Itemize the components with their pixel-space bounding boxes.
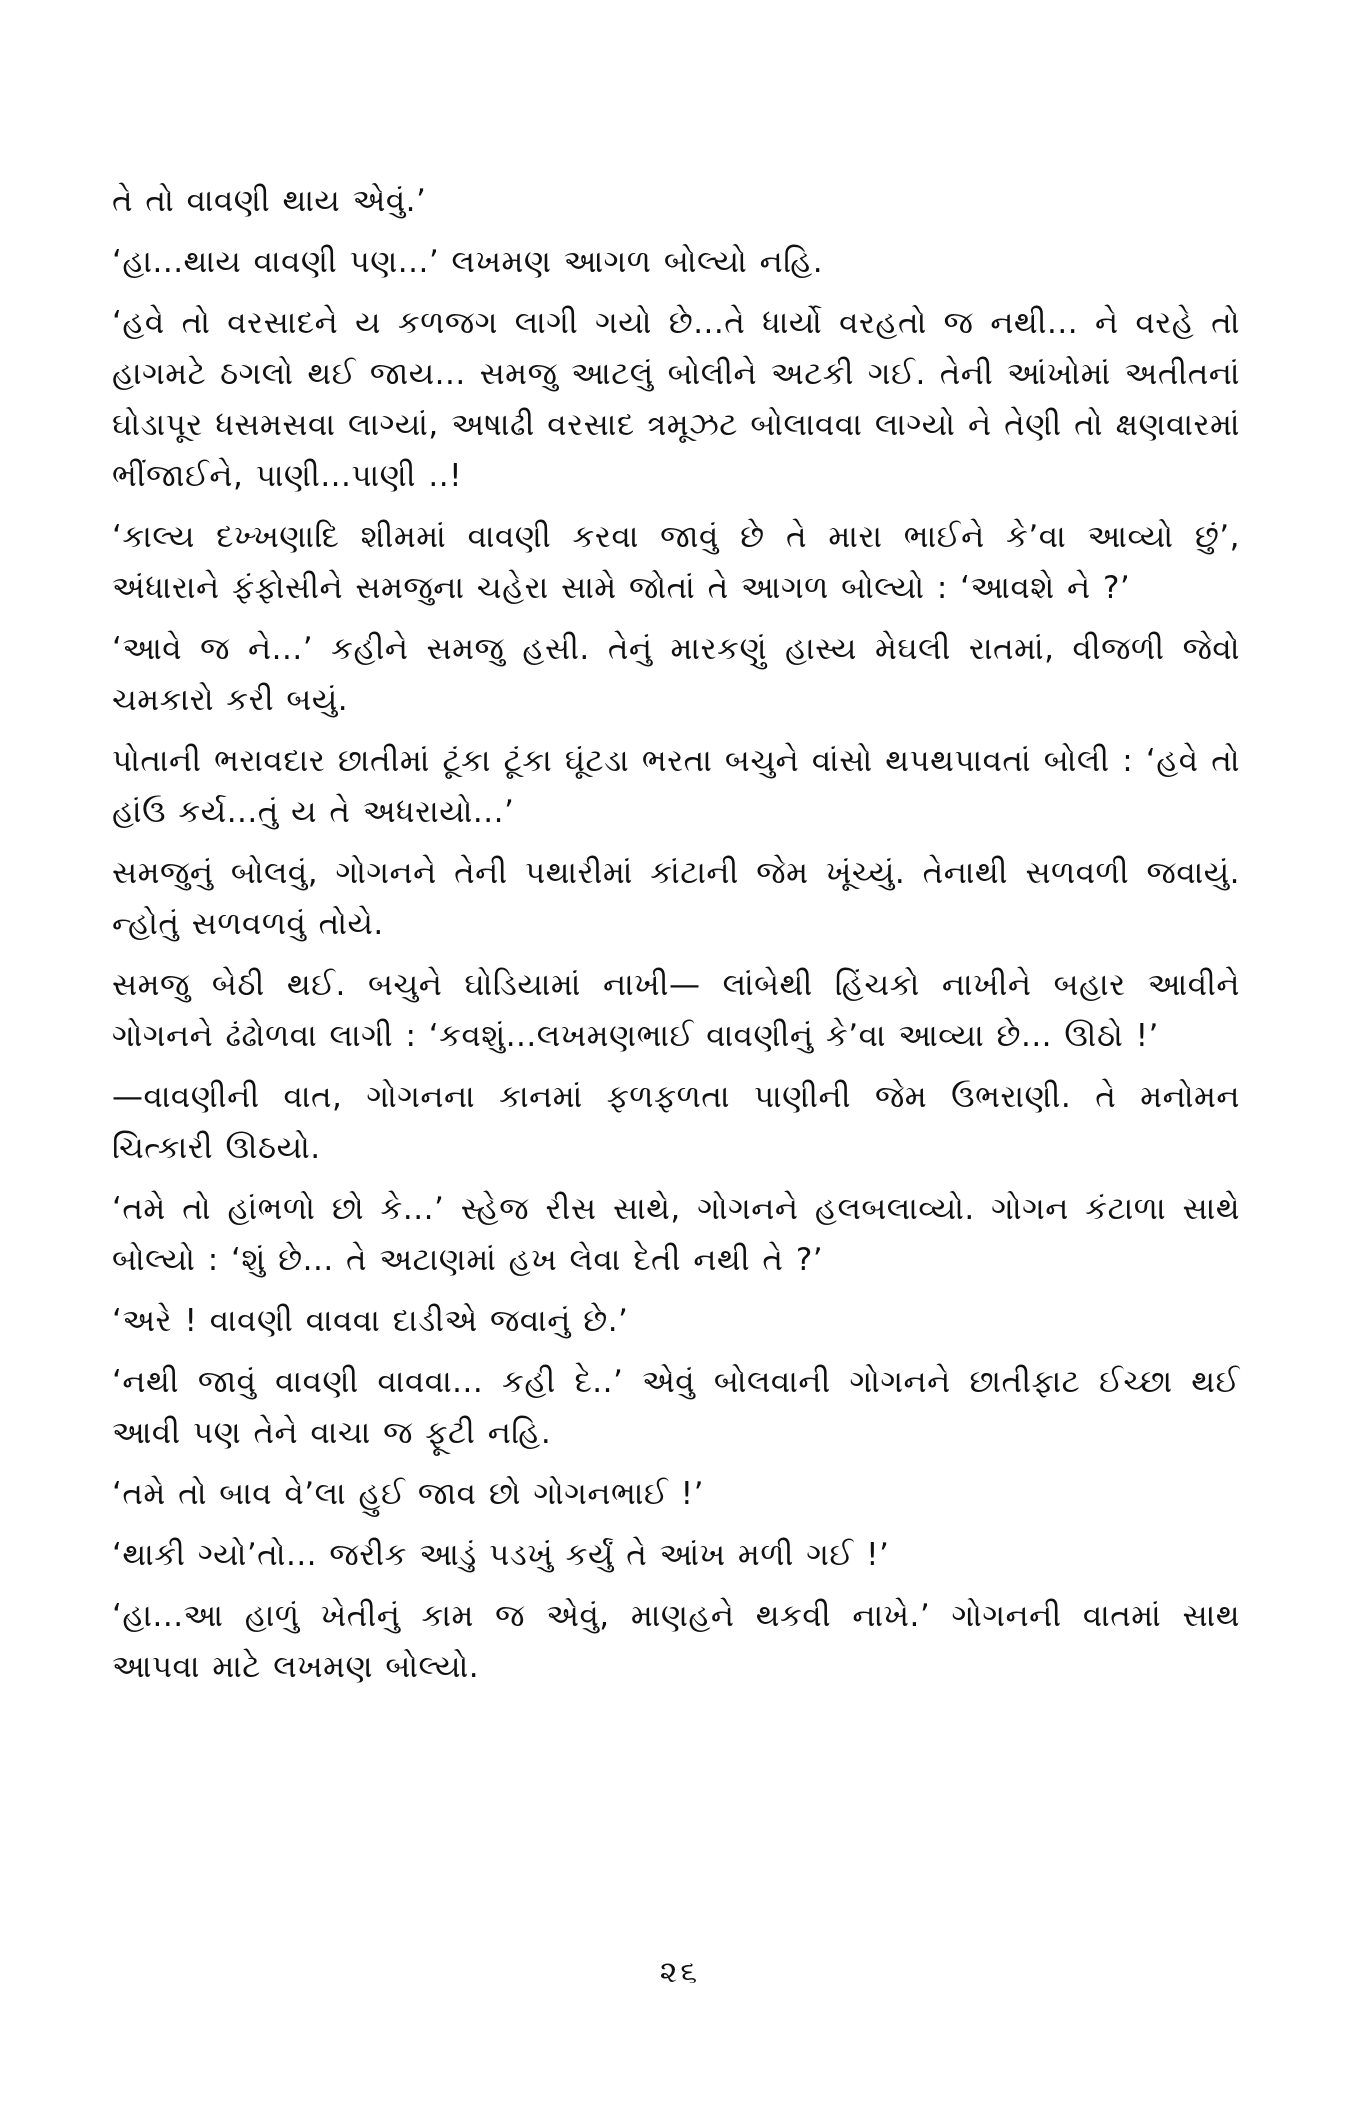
paragraph: તે તો વાવણી થાય એવું.’: [112, 183, 427, 219]
paragraph: ‘આવે જ ને...’ કહીને સમજુ હસી. તેનું મારકણું હાસ્ય મેઘલી રાતમાં, વીજળી જેવો ચમકારો કરી બયું.: [112, 631, 1240, 718]
paragraph: ‘અરે ! વાવણી વાવવા દાડીએ જવાનું છે.’: [112, 1303, 629, 1339]
paragraph: સમજુ બેઠી થઈ. બચુને ઘોડિયામાં નાખી— લાંબેથી હિંચકો નાખીને બહાર આવીને ગોગનને ઢંઢોળવા લાગી : ‘કવશું...લખમણભાઈ વાવણીનું કે’વા આવ્યા છે... ઊઠો !’: [112, 967, 1240, 1054]
page-number: ૨૬: [659, 1955, 701, 1990]
paragraph: ‘હવે તો વરસાદને ય કળજગ લાગી ગયો છે...તે ધાર્યો વરહતો જ નથી... ને વરહે તો હાગમટે ઠગલો થઈ જાય... સમજુ આટલું બોલીને અટકી ગઈ. તેની આંખોમાં અતીતનાં ઘોડાપૂર ધસમસવા લાગ્યાં, અષાઢી વરસાદ ત્રમૂઝટ બોલાવવા લાગ્યો ને તેણી તો ક્ષણવારમાં ભીંજાઈને, પાણી...પાણી ..!: [112, 305, 1240, 494]
paragraph: ‘હા...આ હાળું ખેતીનું કામ જ એવું, માણહને થકવી નાખે.’ ગોગનની વાતમાં સાથ આપવા માટે લખમણ બોલ્યો.: [112, 1598, 1240, 1685]
paragraph: ‘તમે તો હાંભળો છો કે...’ સ્હેજ રીસ સાથે, ગોગનને હલબલાવ્યો. ગોગન કંટાળા સાથે બોલ્યો : ‘શું છે... તે અટાણમાં હખ લેવા દેતી નથી તે ?’: [112, 1191, 1240, 1278]
paragraph: ‘થાકી ગ્યો’તો... જરીક આડું પડખું કર્યું તે આંખ મળી ગઈ !’: [112, 1537, 890, 1573]
paragraph: ‘કાલ્ય દખ્ખણાદિ શીમમાં વાવણી કરવા જાવું છે તે મારા ભાઈને કે’વા આવ્યો છું’, અંધારાને ફંફોસીને સમજુના ચહેરા સામે જોતાં તે આગળ બોલ્યો : ‘આવશે ને ?’: [112, 519, 1240, 606]
paragraph: —વાવણીની વાત, ગોગનના કાનમાં ફળફળતા પાણીની જેમ ઉભરાણી. તે મનોમન ચિત્કારી ઊઠયો.: [112, 1079, 1240, 1166]
paragraph: પોતાની ભરાવદાર છાતીમાં ટૂંકા ટૂંકા ઘૂંટડા ભરતા બચુને વાંસો થપથપાવતાં બોલી : ‘હવે તો હાંઉ કર્ય...તું ય તે અધરાયો...’: [112, 743, 1240, 830]
body-text: [112, 176, 1240, 1703]
paragraph: ‘તમે તો બાવ વે’લા હુઈ જાવ છો ગોગનભાઈ !’: [112, 1476, 704, 1512]
paragraph: ‘હા...થાય વાવણી પણ...’ લખમણ આગળ બોલ્યો નહિ.: [112, 244, 824, 280]
paragraph: સમજુનું બોલવું, ગોગનને તેની પથારીમાં કાંટાની જેમ ખૂંચ્યું. તેનાથી સળવળી જવાયું. ન્હોતું સળવળવું તોયે.: [112, 855, 1240, 942]
paragraph: ‘નથી જાવું વાવણી વાવવા... કહી દે..’ એવું બોલવાની ગોગનને છાતીફાટ ઈચ્છા થઈ આવી પણ તેને વાચા જ ફૂટી નહિ.: [112, 1364, 1240, 1451]
